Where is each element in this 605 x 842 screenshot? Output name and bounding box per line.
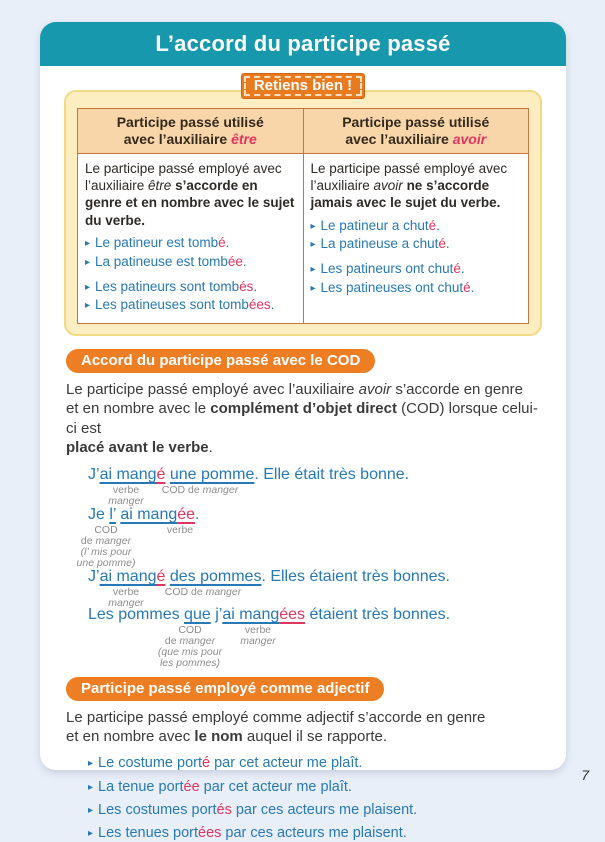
example-sentence [95,297,274,312]
text-run: Participe passé utilisé [342,114,490,130]
text-run: être [148,178,172,194]
avoir-rule-text [311,160,522,211]
text-run: manger [179,635,216,648]
bullet-triangle-icon: ▸ [88,804,94,816]
text-run: COD de [161,484,203,497]
example-sentence [321,261,465,276]
text-run: placé avant le verbe [66,438,209,456]
bullet-triangle-icon: ▸ [88,758,94,770]
text-run: avec l’auxiliaire [123,131,232,148]
text-run: ée [227,253,243,269]
text-run: (COD) lorsque celui-ci est [66,400,538,437]
text-run: . [445,236,450,252]
text-run: (que mis pour [157,646,223,659]
bullet-triangle-icon: ▸ [85,281,91,293]
grammar-annotation [162,485,238,496]
bullet-triangle-icon: ▸ [88,781,94,793]
text-run: La tenue port [98,778,184,795]
text-run: de [164,635,180,648]
text-run: et en nombre avec [66,728,195,746]
text-run: ée [177,506,196,524]
text-run: Les patineurs ont chut [320,261,454,277]
text-run: manger [108,597,144,610]
example-sentence [88,506,566,524]
etre-rule-text [85,160,296,229]
text-run: ées [279,606,306,624]
grammar-annotation [108,485,144,507]
text-run: une pomme [169,466,255,484]
grammar-annotation [167,525,193,536]
text-run: é [428,217,437,233]
retiens-box [64,90,542,336]
example-bullet-item [311,217,522,236]
text-run: . [195,506,200,524]
text-run: Je [88,506,110,524]
text-run: ne s’accorde jamais avec le sujet du verbe. [310,178,501,211]
text-run: Le participe passé employé comme adjectif s’accorde en genre [66,709,486,727]
text-run: ai mang [222,606,280,624]
text-run: Le costume port [98,755,203,772]
text-run: J’ [88,568,100,586]
section-cod [40,349,566,670]
bullet-triangle-icon: ▸ [85,237,91,249]
text-run: manger [205,586,242,599]
grammar-annotation [77,525,136,569]
text-run: Les pommes [88,606,185,624]
text-run: COD [94,524,118,537]
annotation-line [165,587,241,598]
text-run: manger [240,635,276,648]
table-header-etre [78,109,304,154]
text-run: par ces acteurs me plaisent. [221,824,407,841]
cod-example-block [76,466,566,670]
example-bullet-item [311,235,522,254]
text-run: . [208,438,213,456]
text-run: avoir [373,178,403,194]
text-run: é [463,280,471,296]
text-run: . [242,253,247,269]
example-sentence [98,755,362,771]
annotation-line [162,485,238,496]
text-run: manger [95,535,132,548]
page-number: 7 [581,767,589,783]
adjectif-example-list [88,754,566,842]
text-run: J’ [88,466,100,484]
annotated-example [76,506,566,570]
example-sentence [98,802,417,818]
text-run: étaient très bonnes. [305,606,451,624]
bullet-triangle-icon: ▸ [88,827,94,839]
text-run: manger [202,484,239,497]
text-run: é [453,261,461,277]
text-run: par ces acteurs me plaisent. [231,801,418,818]
text-run: COD de [164,586,206,599]
table-cell-avoir [303,154,529,324]
example-sentence [98,779,352,795]
example-bullet-item [85,253,296,272]
text-run: é [156,568,166,586]
annotation-line [158,658,222,669]
text-run: et en nombre avec le [66,400,211,418]
text-run: (l’ mis pour [80,546,132,559]
text-run: auquel il se rapporte. [242,728,388,746]
text-run: Les costumes port [98,801,217,818]
example-sentence [95,279,257,294]
text-run: . [253,278,258,294]
section-cod-title: Accord du participe passé avec le COD [66,349,375,373]
example-sentence [321,218,440,233]
example-bullet-item [88,778,566,796]
text-run: des pommes [169,568,262,586]
section-cod-header-row [66,349,566,373]
text-run: é [218,234,226,250]
annotation-line [240,636,276,647]
text-run: ai mang [120,506,178,524]
example-sentence [321,280,475,295]
etre-example-list [85,234,296,316]
text-run: Le patineur est tomb [95,234,219,250]
bullet-triangle-icon: ▸ [85,256,91,268]
example-sentence [88,568,566,586]
text-run: les pommes) [159,657,221,670]
text-run: manger [108,495,144,508]
text-run: avoir [452,131,487,148]
example-sentence [321,236,450,251]
text-run: . Elles étaient très bonnes. [261,568,450,586]
example-bullet-item [311,279,522,298]
annotated-example [88,466,566,506]
text-run: . [460,261,465,277]
example-bullet-item [311,260,522,279]
annotated-example [88,606,566,670]
text-run: verbe [112,586,140,599]
text-run: ées [248,297,271,313]
example-sentence [88,606,566,624]
text-run: La patineuse est tomb [95,253,228,269]
table-cell-etre [78,154,304,324]
table-header-avoir [303,109,529,154]
text-run: que [184,606,211,624]
text-run: é [202,755,211,772]
grammar-annotation [240,625,276,647]
text-run: . [225,234,230,250]
text-run: . Elle était très bonne. [254,466,410,484]
text-run: Le participe passé employé avec l’auxiliaire [310,161,508,194]
text-run: ées [198,824,222,841]
example-bullet-item [88,824,566,842]
text-run: verbe [166,524,194,537]
text-run: Le patineur a chut [320,217,429,233]
title-banner [40,22,566,66]
example-bullet-item [85,278,296,297]
text-run: é [156,466,166,484]
bullet-triangle-icon: ▸ [310,220,316,232]
text-run: Le participe passé employé avec l’auxiliaire [85,161,282,194]
annotation-line [167,525,193,536]
annotated-example [88,568,566,610]
text-run: être [231,131,257,148]
grammar-annotation [158,625,222,669]
section-adjectif-header-row [66,677,566,701]
text-run: és [239,278,254,294]
text-run: l’ [109,506,116,524]
text-run: ai mang [99,568,157,586]
text-run: Participe passé utilisé [116,114,264,130]
aux-comparison-table [77,108,529,324]
text-run: La patineuse a chut [320,236,439,252]
example-sentence [95,235,229,250]
text-run: complément d’objet direct [210,400,397,418]
section-adjectif [40,677,566,842]
section-adjectif-title: Participe passé employé comme adjectif [66,677,384,701]
text-run: Les patineuses sont tomb [95,297,249,313]
bullet-triangle-icon: ▸ [310,264,316,276]
example-sentence [88,466,566,484]
retiens-badge: Retiens bien ! [241,73,365,99]
text-run: . [470,280,475,296]
text-run: ée [183,778,200,795]
text-run: . [270,297,275,313]
example-sentence [98,825,407,841]
page-title: L’accord du participe passé [155,31,451,56]
text-run: Les patineurs sont tomb [95,278,240,294]
text-run: une pomme) [76,557,136,570]
text-run: és [216,801,232,818]
text-run: Les tenues port [98,824,198,841]
text-run: par cet acteur me plaît. [210,755,363,772]
bullet-triangle-icon: ▸ [310,239,316,251]
cod-rule-text [66,380,542,457]
grammar-annotation [165,587,241,598]
avoir-example-list [311,217,522,299]
text-run: j’ [210,606,223,624]
text-run: COD [178,624,202,637]
adjectif-rule-text [66,708,542,746]
example-bullet-item [85,234,296,253]
text-run: Le participe passé employé avec l’auxiliaire [66,381,359,399]
text-run: avoir [358,381,392,399]
text-run: par cet acteur me plaît. [199,778,352,795]
text-run: é [438,236,446,252]
text-run: s’accorde en genre et en nombre avec le sujet du verbe. [85,178,295,228]
bullet-triangle-icon: ▸ [85,300,91,312]
bullet-triangle-icon: ▸ [310,283,316,295]
lesson-card [40,22,566,841]
example-bullet-item [88,754,566,772]
text-run: s’accorde en genre [391,381,523,399]
text-run: . [436,217,440,233]
text-run: ai mang [99,466,157,484]
text-run: de [80,535,96,548]
example-sentence [95,254,247,269]
text-run: verbe [112,484,140,497]
text-run: le nom [194,728,243,746]
text-run: verbe [244,624,272,637]
badge-row [40,73,566,99]
text-run: Les patineuses ont chut [320,280,464,296]
text-run: avec l’auxiliaire [345,131,453,148]
example-bullet-item [85,296,296,315]
example-bullet-item [88,801,566,819]
